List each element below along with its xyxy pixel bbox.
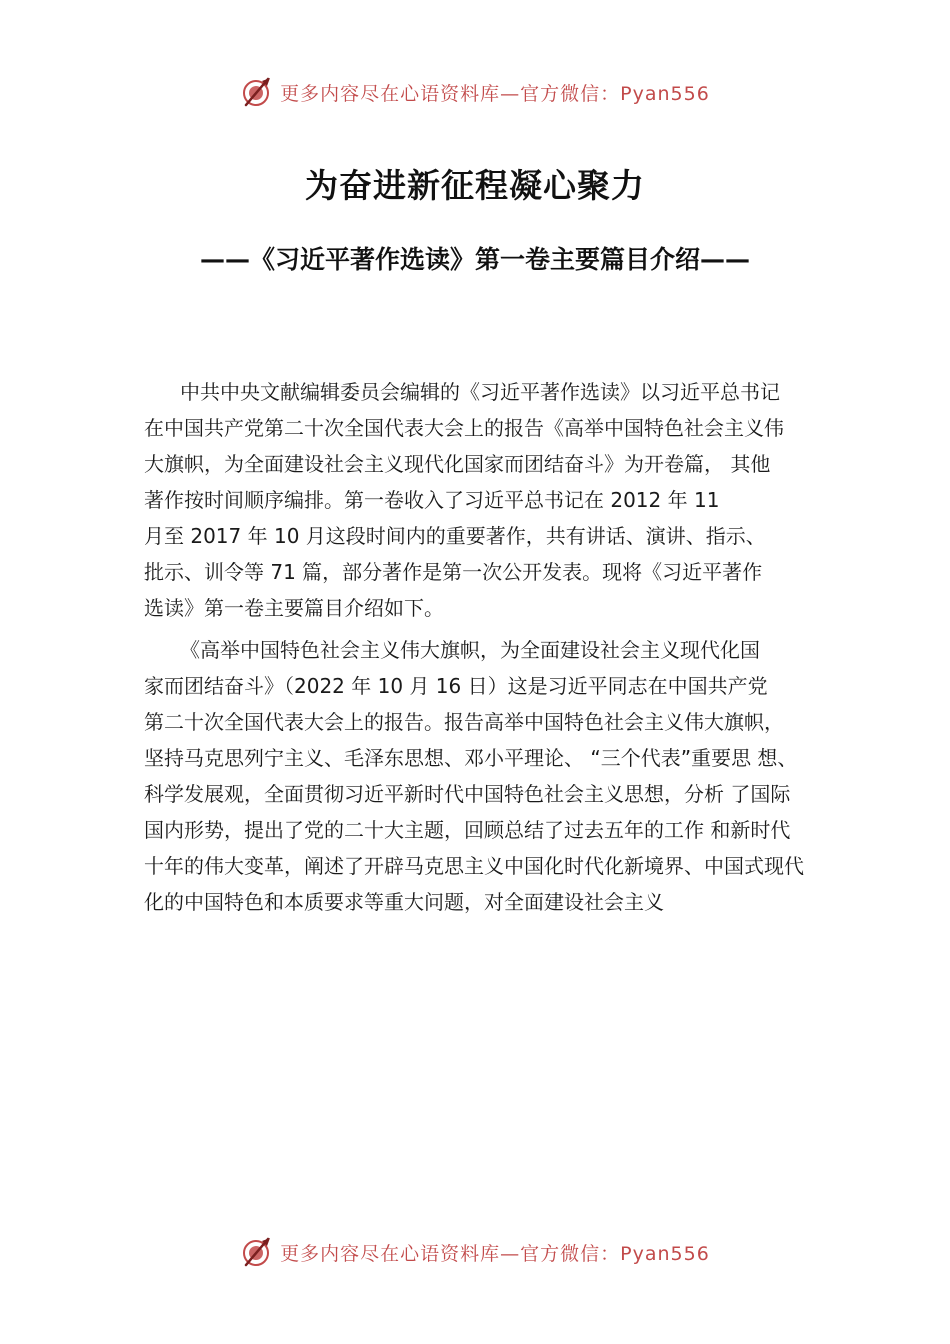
document-body	[144, 374, 834, 926]
banner-text	[280, 1239, 710, 1266]
text-line: 第二十次全国代表大会上的报告。报告高举中国特色社会主义伟大旗帜，	[144, 710, 784, 734]
banner-text	[280, 79, 710, 106]
banner-wechat-id: Pyan556	[620, 1242, 710, 1265]
header-banner	[0, 72, 950, 112]
text-line: 坚持马克思列宁主义、毛泽东思想、邓小平理论、 “三个代表”重要思 想、	[144, 746, 798, 770]
banner-wechat-id: Pyan556	[620, 82, 710, 105]
text-line: 家而团结奋斗》（2022 年 10 月 16 日）这是习近平同志在中国共产党	[144, 674, 768, 698]
text-line: 批示、训令等 71 篇，部分著作是第一次公开发表。现将《习近平著作	[144, 560, 763, 584]
text-line: 国内形势，提出了党的二十大主题，回顾总结了过去五年的工作 和新时代	[144, 818, 791, 842]
text-line: 在中国共产党第二十次全国代表大会上的报告《高举中国特色社会主义伟	[144, 416, 784, 440]
quill-seal-icon	[240, 1235, 274, 1269]
banner-text-cn: 更多内容尽在心语资料库—官方微信：	[280, 1242, 621, 1265]
page-title: 为奋进新征程凝心聚力	[305, 166, 645, 205]
page-subtitle: ——《习近平著作选读》第一卷主要篇目介绍——	[199, 245, 750, 274]
text-line: 选读》第一卷主要篇目介绍如下。	[144, 596, 444, 620]
footer-banner	[0, 1232, 950, 1272]
paragraph	[144, 632, 834, 920]
paragraph	[144, 374, 834, 626]
text-line: 大旗帜，为全面建设社会主义现代化国家而团结奋斗》为开卷篇， 其他	[144, 452, 771, 476]
text-line: 著作按时间顺序编排。第一卷收入了习近平总书记在 2012 年 11	[144, 488, 720, 512]
text-line: 科学发展观，全面贯彻习近平新时代中国特色社会主义思想，分析 了国际	[144, 782, 791, 806]
text-line: 中共中央文献编辑委员会编辑的《习近平著作选读》以习近平总书记	[180, 380, 780, 404]
banner-text-cn: 更多内容尽在心语资料库—官方微信：	[280, 82, 621, 105]
text-line: 《高举中国特色社会主义伟大旗帜，为全面建设社会主义现代化国	[180, 638, 760, 662]
text-line: 化的中国特色和本质要求等重大问题，对全面建设社会主义	[144, 890, 664, 914]
quill-seal-icon	[240, 75, 274, 109]
text-line: 月至 2017 年 10 月这段时间内的重要著作，共有讲话、演讲、指示、	[144, 524, 766, 548]
text-line: 十年的伟大变革，阐述了开辟马克思主义中国化时代化新境界、中国式现代	[144, 854, 804, 878]
